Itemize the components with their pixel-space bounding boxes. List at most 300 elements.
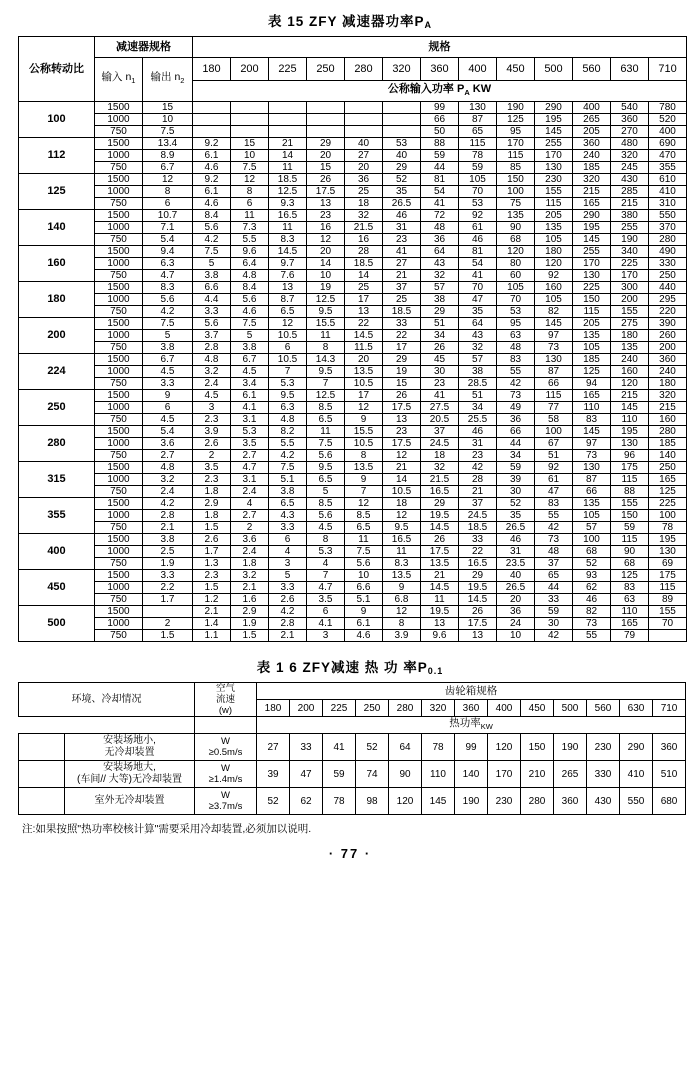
power-cell: 5.3 bbox=[231, 426, 269, 438]
power-cell: 105 bbox=[535, 294, 573, 306]
table-row bbox=[19, 258, 687, 270]
power-cell: 3.8 bbox=[269, 486, 307, 498]
power-cell: 28 bbox=[459, 474, 497, 486]
power-cell: 8.2 bbox=[269, 426, 307, 438]
power-cell: 9.5 bbox=[383, 522, 421, 534]
power-cell: 42 bbox=[497, 378, 535, 390]
table-row bbox=[19, 534, 687, 546]
row-input-rpm: 1500 bbox=[95, 174, 143, 186]
power-cell: 14.5 bbox=[421, 522, 459, 534]
table16-title bbox=[18, 656, 682, 676]
power-cell: 9 bbox=[345, 414, 383, 426]
row-output-rpm: 13.4 bbox=[143, 138, 193, 150]
power-cell: 57 bbox=[421, 282, 459, 294]
power-cell: 165 bbox=[573, 198, 611, 210]
power-cell: 26.5 bbox=[497, 522, 535, 534]
power-cell: 64 bbox=[421, 246, 459, 258]
power-cell bbox=[231, 126, 269, 138]
power-cell: 37 bbox=[383, 282, 421, 294]
power-cell: 65 bbox=[459, 126, 497, 138]
row-output-rpm: 10 bbox=[143, 114, 193, 126]
power-cell: 2.6 bbox=[193, 438, 231, 450]
power-cell: 3.1 bbox=[231, 474, 269, 486]
power-cell: 4.7 bbox=[307, 582, 345, 594]
size-header-225: 225 bbox=[323, 700, 356, 717]
power-cell: 97 bbox=[535, 330, 573, 342]
power-cell bbox=[231, 114, 269, 126]
row-ratio: 200 bbox=[19, 318, 95, 354]
thermal-cell: 120 bbox=[488, 734, 521, 761]
power-cell: 12 bbox=[383, 606, 421, 618]
power-cell: 24.5 bbox=[459, 510, 497, 522]
table-row bbox=[19, 102, 687, 114]
power-cell: 6.1 bbox=[193, 150, 231, 162]
table-row bbox=[19, 462, 687, 474]
row-input-rpm: 1000 bbox=[95, 366, 143, 378]
thermal-cell: 150 bbox=[521, 734, 554, 761]
power-cell: 15 bbox=[231, 138, 269, 150]
power-cell: 33 bbox=[383, 318, 421, 330]
power-cell: 390 bbox=[649, 318, 687, 330]
power-cell: 52 bbox=[497, 498, 535, 510]
power-cell: 8.5 bbox=[307, 402, 345, 414]
power-cell: 26.5 bbox=[497, 582, 535, 594]
power-cell: 73 bbox=[573, 618, 611, 630]
power-cell: 22 bbox=[459, 546, 497, 558]
table-row bbox=[19, 498, 687, 510]
power-cell: 310 bbox=[649, 198, 687, 210]
power-cell: 51 bbox=[535, 450, 573, 462]
power-cell: 130 bbox=[535, 162, 573, 174]
power-cell: 66 bbox=[573, 486, 611, 498]
power-cell: 29 bbox=[421, 306, 459, 318]
size-header-710: 710 bbox=[653, 700, 686, 717]
table-row bbox=[19, 570, 687, 582]
power-cell: 360 bbox=[573, 138, 611, 150]
row-input-rpm: 1500 bbox=[95, 282, 143, 294]
table-row bbox=[19, 234, 687, 246]
power-cell: 63 bbox=[497, 330, 535, 342]
power-cell: 34 bbox=[497, 450, 535, 462]
power-cell: 150 bbox=[611, 510, 649, 522]
power-cell: 220 bbox=[649, 306, 687, 318]
power-cell: 34 bbox=[459, 402, 497, 414]
size-header-320: 320 bbox=[383, 58, 421, 81]
thermal-cell: 680 bbox=[653, 788, 686, 815]
power-cell: 400 bbox=[573, 102, 611, 114]
row-marker bbox=[19, 788, 65, 815]
power-cell: 70 bbox=[459, 186, 497, 198]
power-cell: 300 bbox=[611, 282, 649, 294]
power-cell: 8 bbox=[231, 186, 269, 198]
power-cell: 260 bbox=[649, 330, 687, 342]
power-cell: 8.4 bbox=[231, 282, 269, 294]
power-cell: 8.3 bbox=[269, 234, 307, 246]
power-cell: 3.5 bbox=[307, 594, 345, 606]
power-cell: 3.4 bbox=[231, 378, 269, 390]
power-cell bbox=[345, 126, 383, 138]
row-input-rpm: 1500 bbox=[95, 210, 143, 222]
power-cell: 145 bbox=[573, 426, 611, 438]
power-cell: 38 bbox=[421, 294, 459, 306]
table-row bbox=[19, 318, 687, 330]
power-cell: 39 bbox=[497, 474, 535, 486]
power-cell bbox=[345, 102, 383, 114]
col-header-ratio: 公称转动比 bbox=[19, 37, 95, 102]
power-cell: 14.5 bbox=[345, 330, 383, 342]
power-cell: 51 bbox=[421, 318, 459, 330]
power-cell: 6 bbox=[269, 342, 307, 354]
table-thermal-power bbox=[18, 682, 686, 815]
power-cell bbox=[383, 114, 421, 126]
power-cell: 73 bbox=[535, 534, 573, 546]
power-cell: 7.5 bbox=[231, 162, 269, 174]
thermal-cell: 430 bbox=[587, 788, 620, 815]
power-cell: 9.6 bbox=[421, 630, 459, 642]
power-cell: 48 bbox=[421, 222, 459, 234]
power-cell: 285 bbox=[611, 186, 649, 198]
power-cell: 90 bbox=[611, 546, 649, 558]
power-cell: 93 bbox=[573, 570, 611, 582]
thermal-cell: 62 bbox=[290, 788, 323, 815]
power-cell: 96 bbox=[611, 450, 649, 462]
table-row bbox=[19, 522, 687, 534]
power-cell: 36 bbox=[421, 234, 459, 246]
row-output-rpm: 5.6 bbox=[143, 294, 193, 306]
power-cell: 3.5 bbox=[231, 438, 269, 450]
row-input-rpm: 1500 bbox=[95, 102, 143, 114]
power-cell: 105 bbox=[573, 510, 611, 522]
thermal-cell: 33 bbox=[290, 734, 323, 761]
row-input-rpm: 750 bbox=[95, 486, 143, 498]
power-cell: 280 bbox=[649, 426, 687, 438]
power-cell: 9 bbox=[345, 474, 383, 486]
row-input-rpm: 1500 bbox=[95, 462, 143, 474]
power-cell: 3.2 bbox=[231, 570, 269, 582]
row-output-rpm bbox=[143, 606, 193, 618]
row-input-rpm: 1000 bbox=[95, 474, 143, 486]
power-cell: 40 bbox=[345, 138, 383, 150]
power-cell: 82 bbox=[535, 306, 573, 318]
power-cell: 690 bbox=[649, 138, 687, 150]
power-cell: 6 bbox=[269, 534, 307, 546]
power-cell: 20 bbox=[307, 246, 345, 258]
power-cell: 270 bbox=[611, 126, 649, 138]
power-cell: 8.3 bbox=[383, 558, 421, 570]
power-cell: 370 bbox=[649, 222, 687, 234]
power-cell: 7.5 bbox=[231, 318, 269, 330]
power-cell: 135 bbox=[611, 342, 649, 354]
power-cell: 13.5 bbox=[421, 558, 459, 570]
power-cell: 9.3 bbox=[269, 198, 307, 210]
row-output-rpm: 2 bbox=[143, 618, 193, 630]
row-input-rpm: 750 bbox=[95, 378, 143, 390]
power-cell: 2 bbox=[231, 522, 269, 534]
power-cell: 2.9 bbox=[231, 606, 269, 618]
power-cell: 41 bbox=[459, 270, 497, 282]
table15-title-subscript: A bbox=[424, 20, 433, 30]
power-cell: 2.1 bbox=[193, 606, 231, 618]
row-output-rpm: 1.9 bbox=[143, 558, 193, 570]
power-cell: 165 bbox=[573, 390, 611, 402]
power-cell: 8 bbox=[383, 618, 421, 630]
power-cell: 8.5 bbox=[345, 510, 383, 522]
row-airspeed: W ≥0.5m/s bbox=[195, 734, 257, 761]
power-cell: 4.8 bbox=[269, 414, 307, 426]
power-cell: 115 bbox=[611, 474, 649, 486]
size-header-280: 280 bbox=[389, 700, 422, 717]
power-cell: 2.1 bbox=[269, 630, 307, 642]
power-cell: 4.6 bbox=[193, 162, 231, 174]
row-output-rpm: 2.4 bbox=[143, 486, 193, 498]
power-cell: 155 bbox=[611, 498, 649, 510]
power-cell: 9.2 bbox=[193, 174, 231, 186]
power-cell: 37 bbox=[459, 498, 497, 510]
power-cell: 75 bbox=[497, 198, 535, 210]
power-cell: 23.5 bbox=[497, 558, 535, 570]
power-cell: 40 bbox=[383, 150, 421, 162]
power-cell: 10 bbox=[231, 150, 269, 162]
thermal-cell: 510 bbox=[653, 761, 686, 788]
table-row bbox=[19, 734, 686, 761]
power-cell: 22 bbox=[383, 330, 421, 342]
power-cell: 11 bbox=[421, 594, 459, 606]
power-cell: 3.5 bbox=[193, 462, 231, 474]
power-cell: 12.5 bbox=[307, 294, 345, 306]
power-cell: 4.7 bbox=[231, 462, 269, 474]
power-cell: 1.9 bbox=[231, 618, 269, 630]
power-cell: 17.5 bbox=[383, 438, 421, 450]
power-cell: 2.9 bbox=[193, 498, 231, 510]
power-cell: 255 bbox=[573, 246, 611, 258]
power-cell: 10.5 bbox=[345, 438, 383, 450]
row-output-rpm: 4.7 bbox=[143, 270, 193, 282]
power-cell: 21.5 bbox=[421, 474, 459, 486]
row-output-rpm: 10.7 bbox=[143, 210, 193, 222]
power-cell: 55 bbox=[573, 630, 611, 642]
power-cell: 35 bbox=[497, 510, 535, 522]
power-cell: 225 bbox=[649, 498, 687, 510]
row-env-label: 安装场地大, (车间// 大等)无冷却装置 bbox=[65, 761, 195, 788]
power-cell: 400 bbox=[649, 126, 687, 138]
power-cell: 2.1 bbox=[231, 582, 269, 594]
row-ratio: 140 bbox=[19, 210, 95, 246]
power-cell: 185 bbox=[573, 354, 611, 366]
table-row bbox=[19, 366, 687, 378]
power-cell: 8.7 bbox=[269, 294, 307, 306]
power-cell: 29 bbox=[459, 570, 497, 582]
power-cell: 72 bbox=[421, 210, 459, 222]
power-cell: 54 bbox=[459, 258, 497, 270]
power-cell: 265 bbox=[573, 114, 611, 126]
power-cell: 105 bbox=[573, 342, 611, 354]
row-input-rpm: 1500 bbox=[95, 498, 143, 510]
power-cell: 44 bbox=[421, 162, 459, 174]
power-cell: 6.6 bbox=[193, 282, 231, 294]
power-cell: 115 bbox=[611, 534, 649, 546]
power-cell: 215 bbox=[611, 198, 649, 210]
power-cell: 240 bbox=[611, 354, 649, 366]
power-cell: 165 bbox=[649, 474, 687, 486]
power-cell: 29 bbox=[421, 498, 459, 510]
size-header-500: 500 bbox=[535, 58, 573, 81]
power-cell: 9.6 bbox=[231, 246, 269, 258]
power-cell: 430 bbox=[611, 174, 649, 186]
power-cell: 190 bbox=[497, 102, 535, 114]
power-cell: 3 bbox=[307, 630, 345, 642]
power-cell: 28 bbox=[345, 246, 383, 258]
power-cell bbox=[345, 114, 383, 126]
power-cell: 12 bbox=[383, 450, 421, 462]
row-ratio: 100 bbox=[19, 102, 95, 138]
power-cell: 180 bbox=[611, 330, 649, 342]
power-cell: 2.3 bbox=[193, 474, 231, 486]
power-cell: 6 bbox=[307, 606, 345, 618]
power-cell: 46 bbox=[459, 426, 497, 438]
power-cell: 54 bbox=[421, 186, 459, 198]
power-cell bbox=[649, 630, 687, 642]
power-cell: 170 bbox=[535, 150, 573, 162]
power-cell: 6.5 bbox=[269, 498, 307, 510]
power-cell: 195 bbox=[535, 114, 573, 126]
power-cell: 2.3 bbox=[193, 414, 231, 426]
power-cell: 90 bbox=[497, 222, 535, 234]
col-header-power: 公称输入功率 $P_A$ KW bbox=[193, 81, 687, 102]
row-output-rpm: 2.5 bbox=[143, 546, 193, 558]
power-cell: 79 bbox=[611, 630, 649, 642]
power-cell: 4.3 bbox=[269, 510, 307, 522]
power-cell: 18.5 bbox=[345, 258, 383, 270]
thermal-cell: 140 bbox=[455, 761, 488, 788]
power-cell: 110 bbox=[611, 606, 649, 618]
power-cell: 29 bbox=[383, 354, 421, 366]
power-cell: 46 bbox=[497, 534, 535, 546]
power-cell: 35 bbox=[459, 306, 497, 318]
power-cell: 4 bbox=[307, 558, 345, 570]
thermal-cell: 98 bbox=[356, 788, 389, 815]
power-cell: 190 bbox=[611, 234, 649, 246]
power-cell: 83 bbox=[497, 354, 535, 366]
thermal-cell: 190 bbox=[554, 734, 587, 761]
power-cell: 2.7 bbox=[231, 450, 269, 462]
power-cell: 33 bbox=[459, 534, 497, 546]
power-cell: 47 bbox=[459, 294, 497, 306]
power-cell: 135 bbox=[497, 210, 535, 222]
power-cell: 5 bbox=[307, 486, 345, 498]
power-cell: 11 bbox=[345, 534, 383, 546]
power-cell: 21 bbox=[421, 570, 459, 582]
power-cell: 180 bbox=[649, 378, 687, 390]
power-cell: 200 bbox=[611, 294, 649, 306]
thermal-cell: 47 bbox=[290, 761, 323, 788]
col-header-output: 输出 $n_2$ bbox=[143, 58, 193, 102]
size-header-560: 560 bbox=[573, 58, 611, 81]
power-cell: 550 bbox=[649, 210, 687, 222]
size-header-560: 560 bbox=[587, 700, 620, 717]
power-cell: 46 bbox=[383, 210, 421, 222]
power-cell: 3 bbox=[193, 402, 231, 414]
power-cell: 10.5 bbox=[345, 378, 383, 390]
power-cell: 2.3 bbox=[193, 570, 231, 582]
thermal-cell: 110 bbox=[422, 761, 455, 788]
row-output-rpm: 3.3 bbox=[143, 378, 193, 390]
power-cell: 4.1 bbox=[307, 618, 345, 630]
power-cell: 4.4 bbox=[193, 294, 231, 306]
power-cell: 17 bbox=[345, 294, 383, 306]
size-header-360: 360 bbox=[421, 58, 459, 81]
power-cell: 4.5 bbox=[193, 390, 231, 402]
power-cell: 53 bbox=[497, 306, 535, 318]
power-cell: 320 bbox=[611, 150, 649, 162]
power-cell: 30 bbox=[421, 366, 459, 378]
power-cell: 12.5 bbox=[307, 390, 345, 402]
power-cell: 100 bbox=[535, 426, 573, 438]
power-cell: 44 bbox=[497, 438, 535, 450]
power-cell: 13 bbox=[345, 306, 383, 318]
power-cell: 23 bbox=[307, 210, 345, 222]
power-cell: 125 bbox=[611, 570, 649, 582]
power-cell: 66 bbox=[497, 426, 535, 438]
power-cell: 355 bbox=[649, 162, 687, 174]
power-cell: 12 bbox=[345, 402, 383, 414]
power-cell: 25.5 bbox=[459, 414, 497, 426]
power-cell: 26 bbox=[383, 390, 421, 402]
power-cell: 61 bbox=[459, 222, 497, 234]
size-header-320: 320 bbox=[422, 700, 455, 717]
thermal-cell: 78 bbox=[323, 788, 356, 815]
thermal-cell: 230 bbox=[488, 788, 521, 815]
power-cell: 1.8 bbox=[231, 558, 269, 570]
power-cell: 2.4 bbox=[231, 486, 269, 498]
table-row bbox=[19, 114, 687, 126]
size-header-180: 180 bbox=[257, 700, 290, 717]
col-header-input: 输入 $n_1$ bbox=[95, 58, 143, 102]
row-output-rpm: 7.5 bbox=[143, 318, 193, 330]
power-cell: 9.5 bbox=[307, 366, 345, 378]
power-cell: 92 bbox=[459, 210, 497, 222]
power-cell: 15.5 bbox=[345, 426, 383, 438]
power-cell: 31 bbox=[497, 546, 535, 558]
thermal-cell: 59 bbox=[323, 761, 356, 788]
power-cell: 14.5 bbox=[269, 246, 307, 258]
table-row bbox=[19, 126, 687, 138]
power-cell: 26 bbox=[307, 174, 345, 186]
power-cell: 97 bbox=[573, 438, 611, 450]
power-cell: 5 bbox=[269, 570, 307, 582]
power-cell: 2.4 bbox=[193, 378, 231, 390]
thermal-cell: 210 bbox=[521, 761, 554, 788]
power-cell: 490 bbox=[649, 246, 687, 258]
table-row bbox=[19, 282, 687, 294]
power-cell: 175 bbox=[611, 462, 649, 474]
row-ratio: 500 bbox=[19, 606, 95, 642]
row-output-rpm: 4.5 bbox=[143, 366, 193, 378]
power-cell: 23 bbox=[383, 234, 421, 246]
size-header-400: 400 bbox=[459, 58, 497, 81]
power-cell: 25 bbox=[383, 294, 421, 306]
thermal-cell: 360 bbox=[554, 788, 587, 815]
row-input-rpm: 1000 bbox=[95, 618, 143, 630]
power-cell: 115 bbox=[459, 138, 497, 150]
power-cell: 5.6 bbox=[345, 558, 383, 570]
power-cell: 8.4 bbox=[193, 210, 231, 222]
row-input-rpm: 750 bbox=[95, 234, 143, 246]
power-cell: 64 bbox=[459, 318, 497, 330]
power-cell: 215 bbox=[649, 402, 687, 414]
power-cell: 20 bbox=[307, 150, 345, 162]
row-marker bbox=[19, 761, 65, 788]
row-output-rpm: 3.3 bbox=[143, 570, 193, 582]
